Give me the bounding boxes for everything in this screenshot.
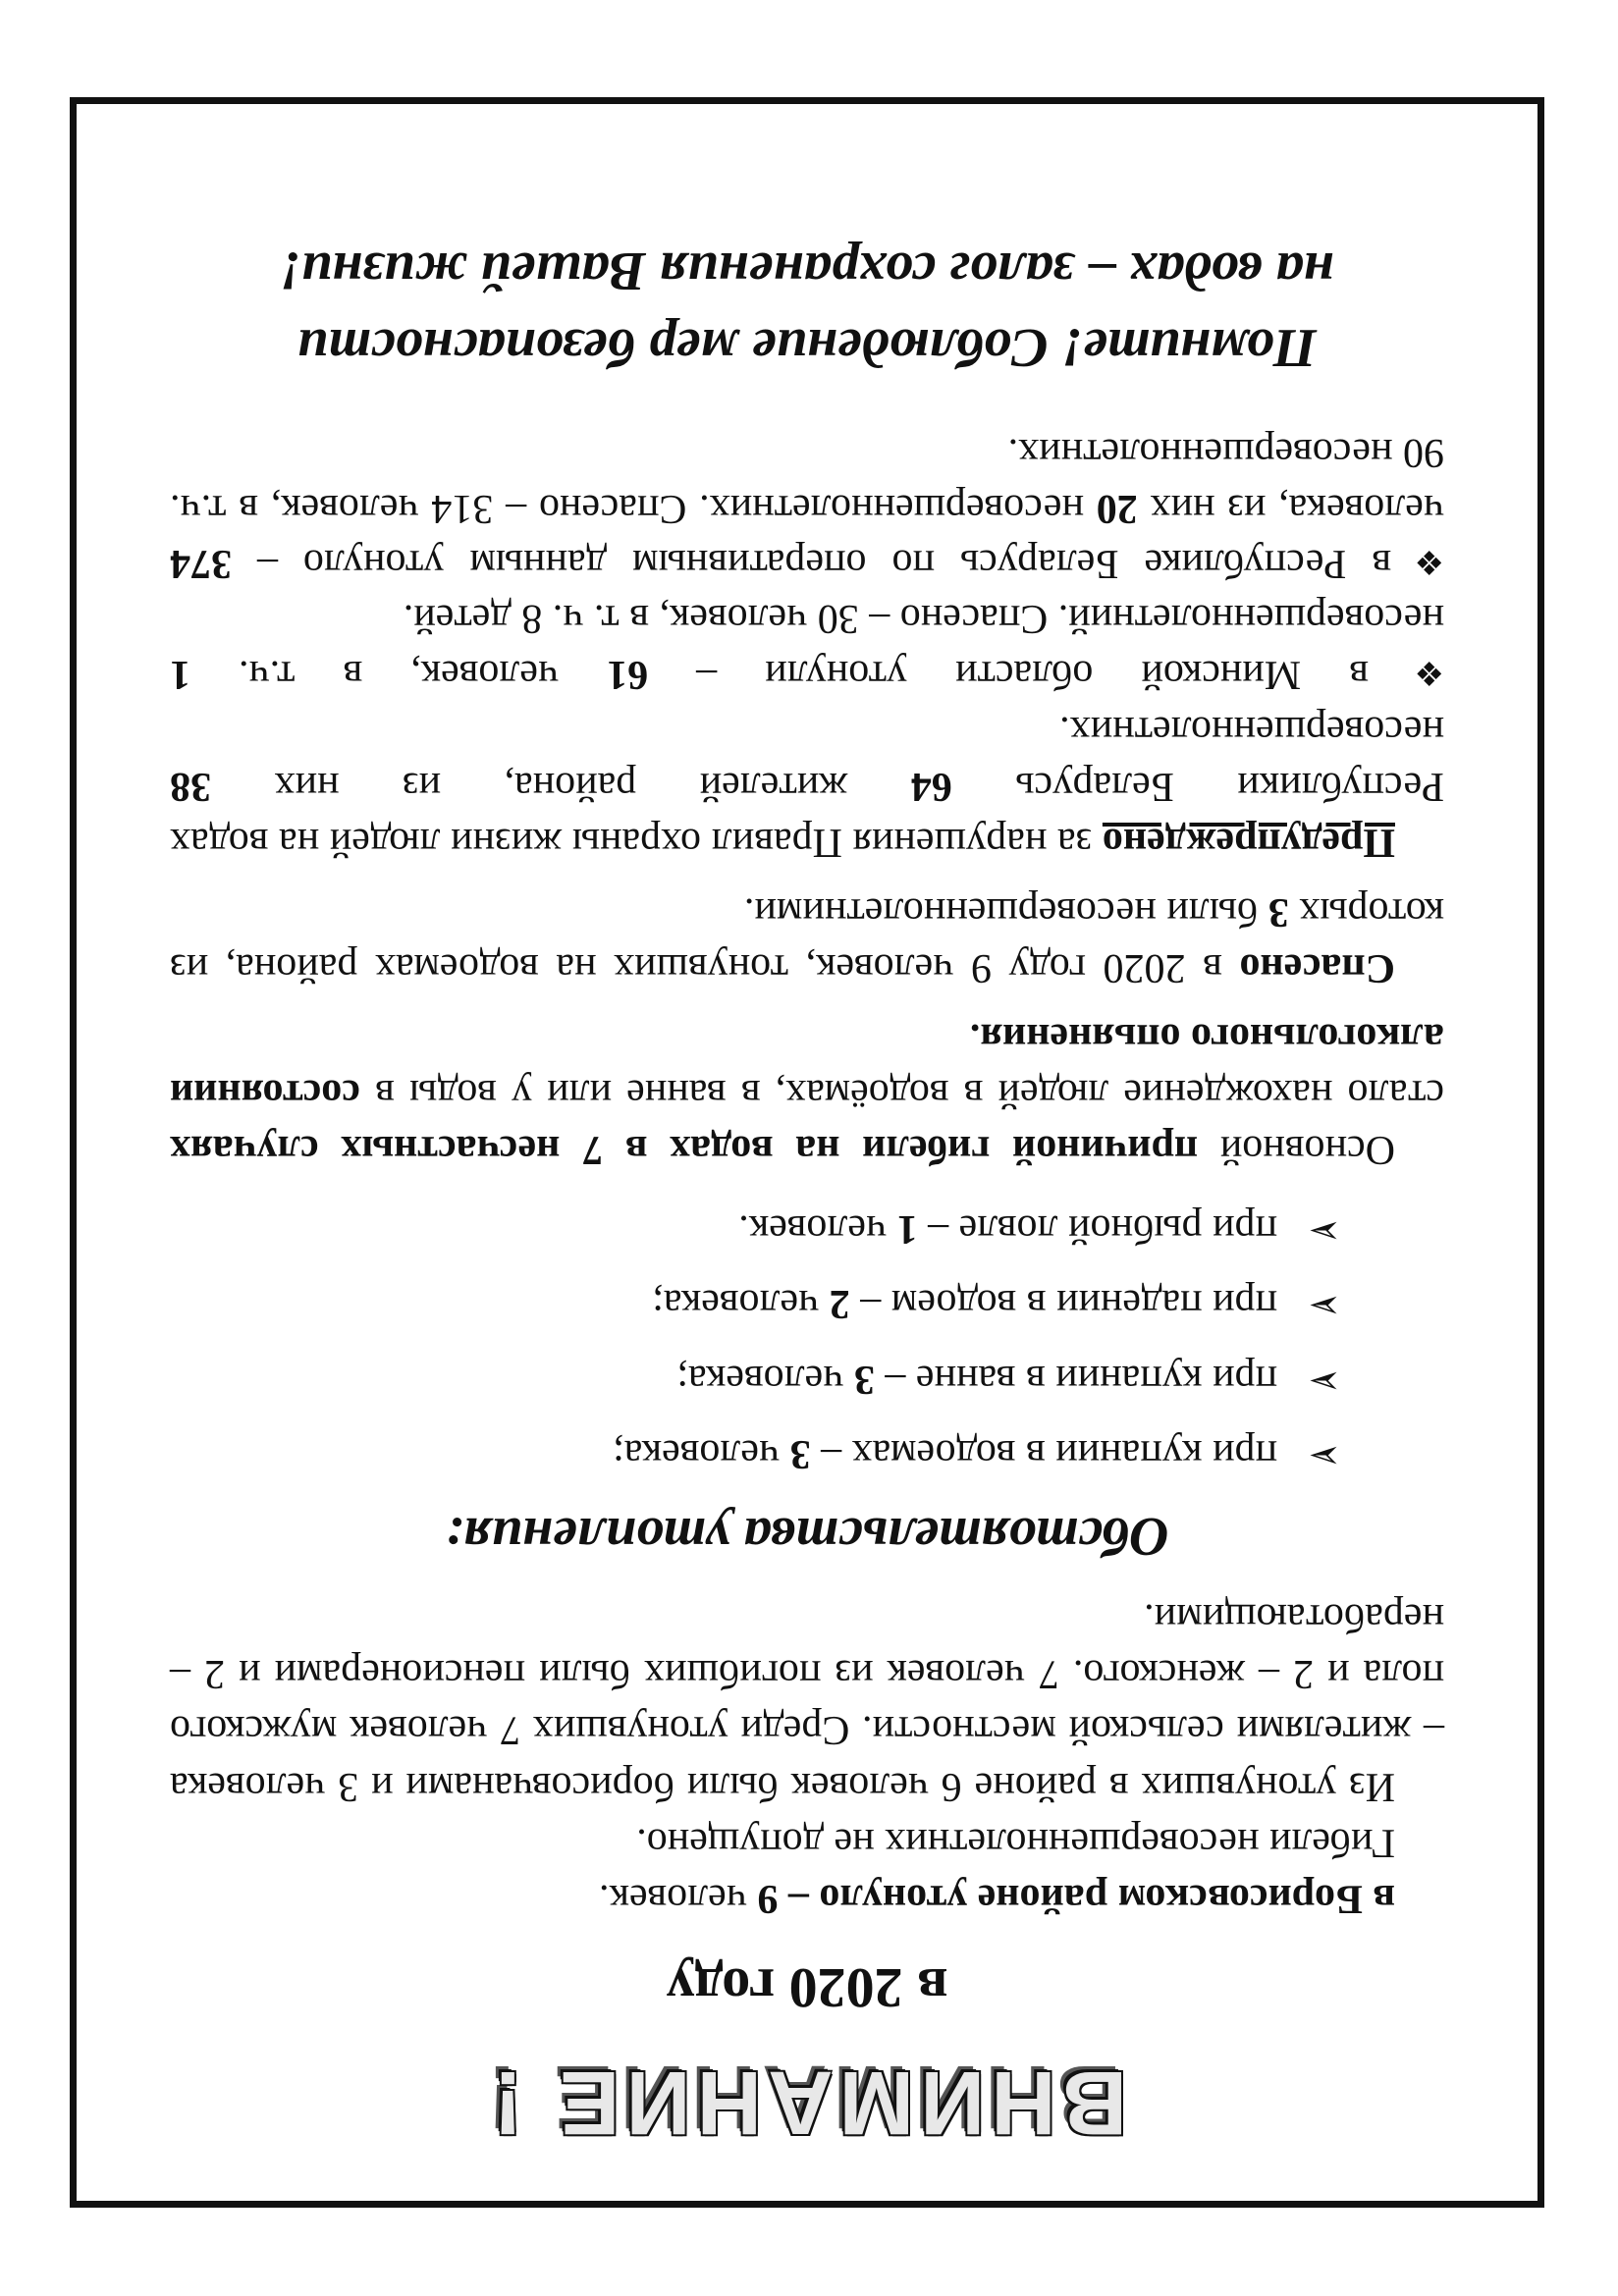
diamond-bullet-icon: ❖ xyxy=(1375,653,1444,690)
saved-paragraph xyxy=(170,883,1444,995)
arrow-icon: ➢ xyxy=(1308,1359,1341,1404)
lead-paragraph xyxy=(170,1870,1444,1926)
republic-end: несовершеннолетних. Спасено – 314 человек, в т.ч. 90 несовершеннолетних. xyxy=(170,430,1444,531)
arrow-icon: ➢ xyxy=(1308,1284,1341,1329)
list-item xyxy=(170,1266,1341,1341)
region-stats-list xyxy=(170,425,1444,701)
lead-rest: человек. xyxy=(599,1875,758,1921)
item-text-end: человека; xyxy=(676,1356,854,1402)
closing-line-2: на водах – залог сохранения Вашей жизни! xyxy=(280,240,1334,301)
item-text-end: человек. xyxy=(738,1205,897,1252)
republic-count: 374 xyxy=(170,541,232,586)
cause-middle: стало нахождение людей в водоёмах, в ванне или у воды в xyxy=(359,1071,1444,1117)
warned-paragraph xyxy=(170,702,1444,870)
item-count: 3 xyxy=(789,1431,811,1477)
notice-frame xyxy=(70,97,1544,2208)
warned-end: несовершеннолетних. xyxy=(1059,707,1444,753)
list-item-region xyxy=(170,591,1444,702)
list-item xyxy=(170,1416,1341,1491)
warned-text: за нарушения Правил охраны жизни людей на водах Республики Беларусь xyxy=(170,763,1444,865)
item-text: при падении в водоем – xyxy=(849,1281,1277,1327)
saved-text: в 2020 году 9 человек, тонувших на водоемах района, из которых xyxy=(170,888,1444,991)
item-count: 1 xyxy=(896,1205,918,1252)
region-start: в Минской области утонули – xyxy=(648,651,1369,697)
region-count: 61 xyxy=(607,651,649,697)
cause-paragraph xyxy=(170,1009,1444,1177)
page-title: ВНИМАНИЕ ! xyxy=(486,2053,1128,2153)
closing-slogan xyxy=(170,232,1444,386)
item-count: 2 xyxy=(829,1281,850,1327)
saved-minors: 3 xyxy=(1267,888,1289,934)
list-item xyxy=(170,1341,1341,1415)
minors-paragraph: Гибели несовершеннолетних не допущено. xyxy=(636,1819,1395,1865)
lead-bold: в Борисовском районе утонуло – 9 xyxy=(757,1875,1395,1921)
warned-minors: 38 xyxy=(170,763,211,809)
warned-middle: жителей района, из них xyxy=(211,763,911,809)
cause-start: Основной xyxy=(1198,1127,1395,1173)
cause-bold: причиной гибели на водах в 7 несчастных случаях xyxy=(170,1127,1199,1173)
item-text-end: человека; xyxy=(652,1281,830,1327)
item-text: при купании в водоемах – xyxy=(810,1431,1277,1477)
item-text-end: человека; xyxy=(613,1431,790,1477)
circumstances-heading: Обстоятельства утопления: xyxy=(445,1506,1169,1568)
closing-line-1: Помните! Соблюдение мер безопасности xyxy=(297,317,1318,379)
republic-middle: человека, из них xyxy=(1137,485,1444,531)
republic-minors: 20 xyxy=(1096,485,1138,531)
item-text: при купании в ванне – xyxy=(874,1356,1277,1402)
republic-start: в Республике Беларусь по оперативным данным утонуло – xyxy=(232,541,1392,586)
region-end: несовершеннолетний. Спасено – 30 человек, в т. ч. 8 детей. xyxy=(403,596,1444,642)
year-heading: в 2020 году xyxy=(666,1955,948,2020)
saved-label: Спасено xyxy=(1239,945,1395,991)
cause-alcohol: состоянии алкогольного опьянения. xyxy=(170,1015,1444,1117)
diamond-bullet-icon: ❖ xyxy=(1399,543,1444,579)
list-item xyxy=(170,1191,1341,1265)
region-minors: 1 xyxy=(170,651,190,697)
item-count: 3 xyxy=(853,1356,875,1402)
circumstances-list xyxy=(170,1191,1444,1491)
arrow-icon: ➢ xyxy=(1308,1434,1341,1479)
warned-label: Предупреждено xyxy=(1102,819,1395,865)
warned-count: 64 xyxy=(910,763,952,809)
saved-end: были несовершеннолетними. xyxy=(743,888,1268,934)
item-text: при рыбной ловле – xyxy=(917,1205,1277,1252)
arrow-icon: ➢ xyxy=(1308,1208,1341,1254)
list-item-republic xyxy=(170,425,1444,591)
region-middle: человек, в т.ч. xyxy=(190,651,608,697)
stats-paragraph: Из утонувших в районе 6 человек были борисовчанами и 3 человека – жителями сельской местности. Среди утонувших 7 человек мужского пола и 2 – женского. 7 человек из погибших были пенсионерами и 2 – неработающими. xyxy=(170,1595,1444,1809)
